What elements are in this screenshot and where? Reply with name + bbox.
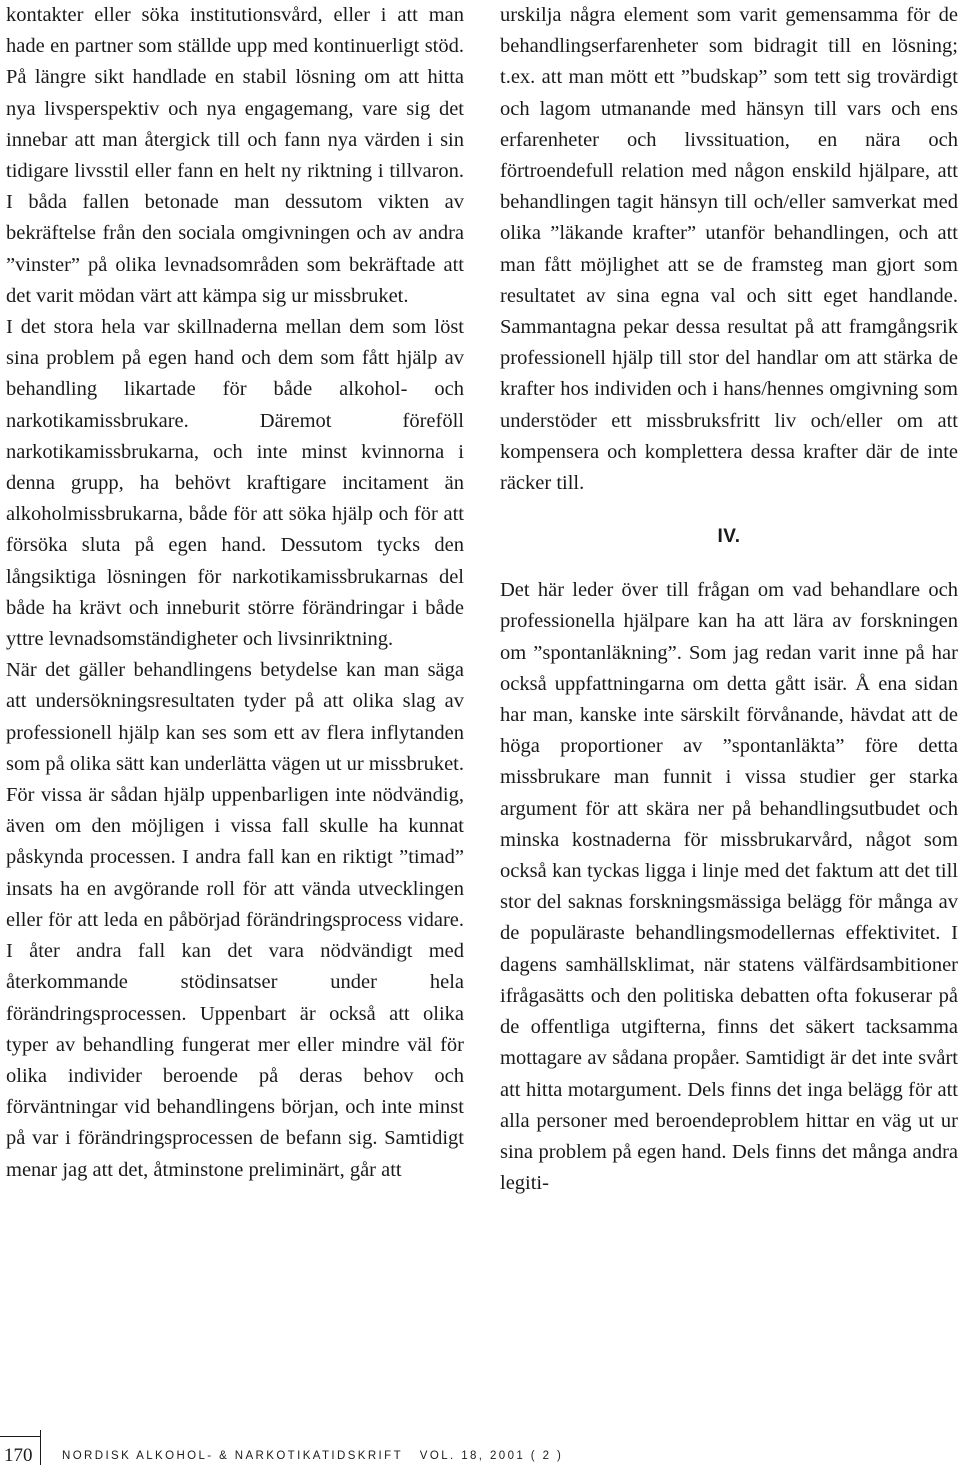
section-heading: IV.	[717, 526, 741, 548]
page-number: 170	[4, 1445, 33, 1466]
body-paragraph: I det stora hela var skillnaderna mellan dem som löst sina problem på egen hand och dem som fått hjälp av behandling likartade för både alkohol- och narkotikamissbrukare. Däremot föreföll narkotikamissbrukarna, och inte minst kvinnorna i denna grupp, ha behövt kraftigare incitament än alkoholmissbrukarna, både för att söka hjälp och för att försöka sluta på egen hand. Dessutom tycks den långsiktiga lösningen för narkotikamissbrukarnas del både ha krävt och inneburit större förändringar i både yttre levnadsomständigheter och livsinriktning.	[6, 316, 464, 651]
body-paragraph: När det gäller behandlingens betydelse kan man säga att undersökningsresultaten tyder på att olika slag av professionell hjälp kan ses som ett av flera inflytanden som på olika sätt kan underlätta vägen ut ur missbruket. För vissa är sådan hjälp uppenbarligen inte nödvändig, även om den möjligen i vissa fall skulle ha kunnat påskynda processen. I andra fall kan en riktigt ”timad” insats ha en avgörande roll för att vända utvecklingen eller för att leda en påbörjad förändringsprocess vidare. I åter andra fall kan det vara nödvändigt med återkommande stödinsatser under hela förändringsprocessen. Uppenbart är också att olika typer av behandling fungerat mer eller mindre väl för olika individer beroende på deras behov och förväntningar vid behandlingens början, och inte minst på var i förändringsprocessen de befann sig. Samtidigt menar jag att det, åtminstone preliminärt, går att	[6, 659, 464, 1181]
journal-name: NORDISK ALKOHOL- & NARKOTIKATIDSKRIFT	[62, 1450, 403, 1462]
journal-volume: VOL. 18, 2001 ( 2 )	[419, 1450, 564, 1462]
journal-running-title	[62, 1450, 563, 1462]
footer-vertical-rule	[40, 1430, 41, 1465]
left-column	[6, 0, 464, 1186]
right-column	[500, 0, 958, 1199]
body-paragraph: Det här leder över till frågan om vad behandlare och professionella hjälpare kan ha att lära av forskningen om ”spontanläkning”. Som jag redan varit inne på har också uppfattningarna om detta gått isär. Å ena sidan har man, kanske inte särskilt förvånande, hävdat att de höga proportioner av ”spontanläkta” före detta missbrukare man funnit i vissa studier ger starka argument för att skära ner på behandlingsutbudet och minska kostnaderna för missbrukarvård, något som också kan tyckas ligga i linje med det faktum att det till stor del saknas forskningsmässiga belägg för många av de populäraste behandlingsmodellernas effektivitet. I dagens samhällsklimat, när statens välfärdsambitioner ifrågasätts och den politiska debatten ofta fokuserar på de offentliga utgifterna, finns det säkert tacksamma mottagare av sådana propåer. Samtidigt är det inte svårt att hitta motargument. Dels finns det inga belägg för att alla personer med beroendeproblem hittar en väg ut ur sina problem på egen hand. Dels finns det många andra legiti-	[500, 579, 958, 1195]
body-paragraph: kontakter eller söka institutionsvård, eller i att man hade en partner som ställde upp med kontinuerligt stöd. På längre sikt handlade en stabil lösning om att hitta nya livsperspektiv och nya engagemang, vare sig det innebar att man återgick till och fann nya värden i sin tidigare livsstil eller fann en helt ny riktning i tillvaron. I båda fallen betonade man dessutom vikten av bekräftelse från den sociala omgivningen och av andra ”vinster” på olika levnadsområden som bekräftade att det varit mödan värt att kämpa sig ur missbruket.	[6, 4, 464, 307]
body-paragraph: urskilja några element som varit gemensamma för de behandlingserfarenheter som bidragit till en lösning; t.ex. att man mött ett ”budskap” som tett sig trovärdigt och lagom utmanande med hänsyn till vars och ens erfarenheter och livssituation, en nära och förtroendefull relation med någon enskild hjälpare, att behandlingen tagit hänsyn till och/eller samverkat med olika ”läkande krafter” utanför behandlingen, och att man fått möjlighet att se de framsteg man gjort som resultatet av sina egna val och sitt eget handlande. Sammantagna pekar dessa resultat på att framgångsrik professionell hjälp till stor del handlar om att stärka de krafter hos individen och i hans/hennes omgivning som understöder ett missbruksfritt liv och/eller om att kompensera och komplettera dessa krafter där de inte räcker till.	[500, 4, 958, 495]
footer-horizontal-rule	[0, 1436, 40, 1437]
page-footer	[0, 1430, 960, 1465]
